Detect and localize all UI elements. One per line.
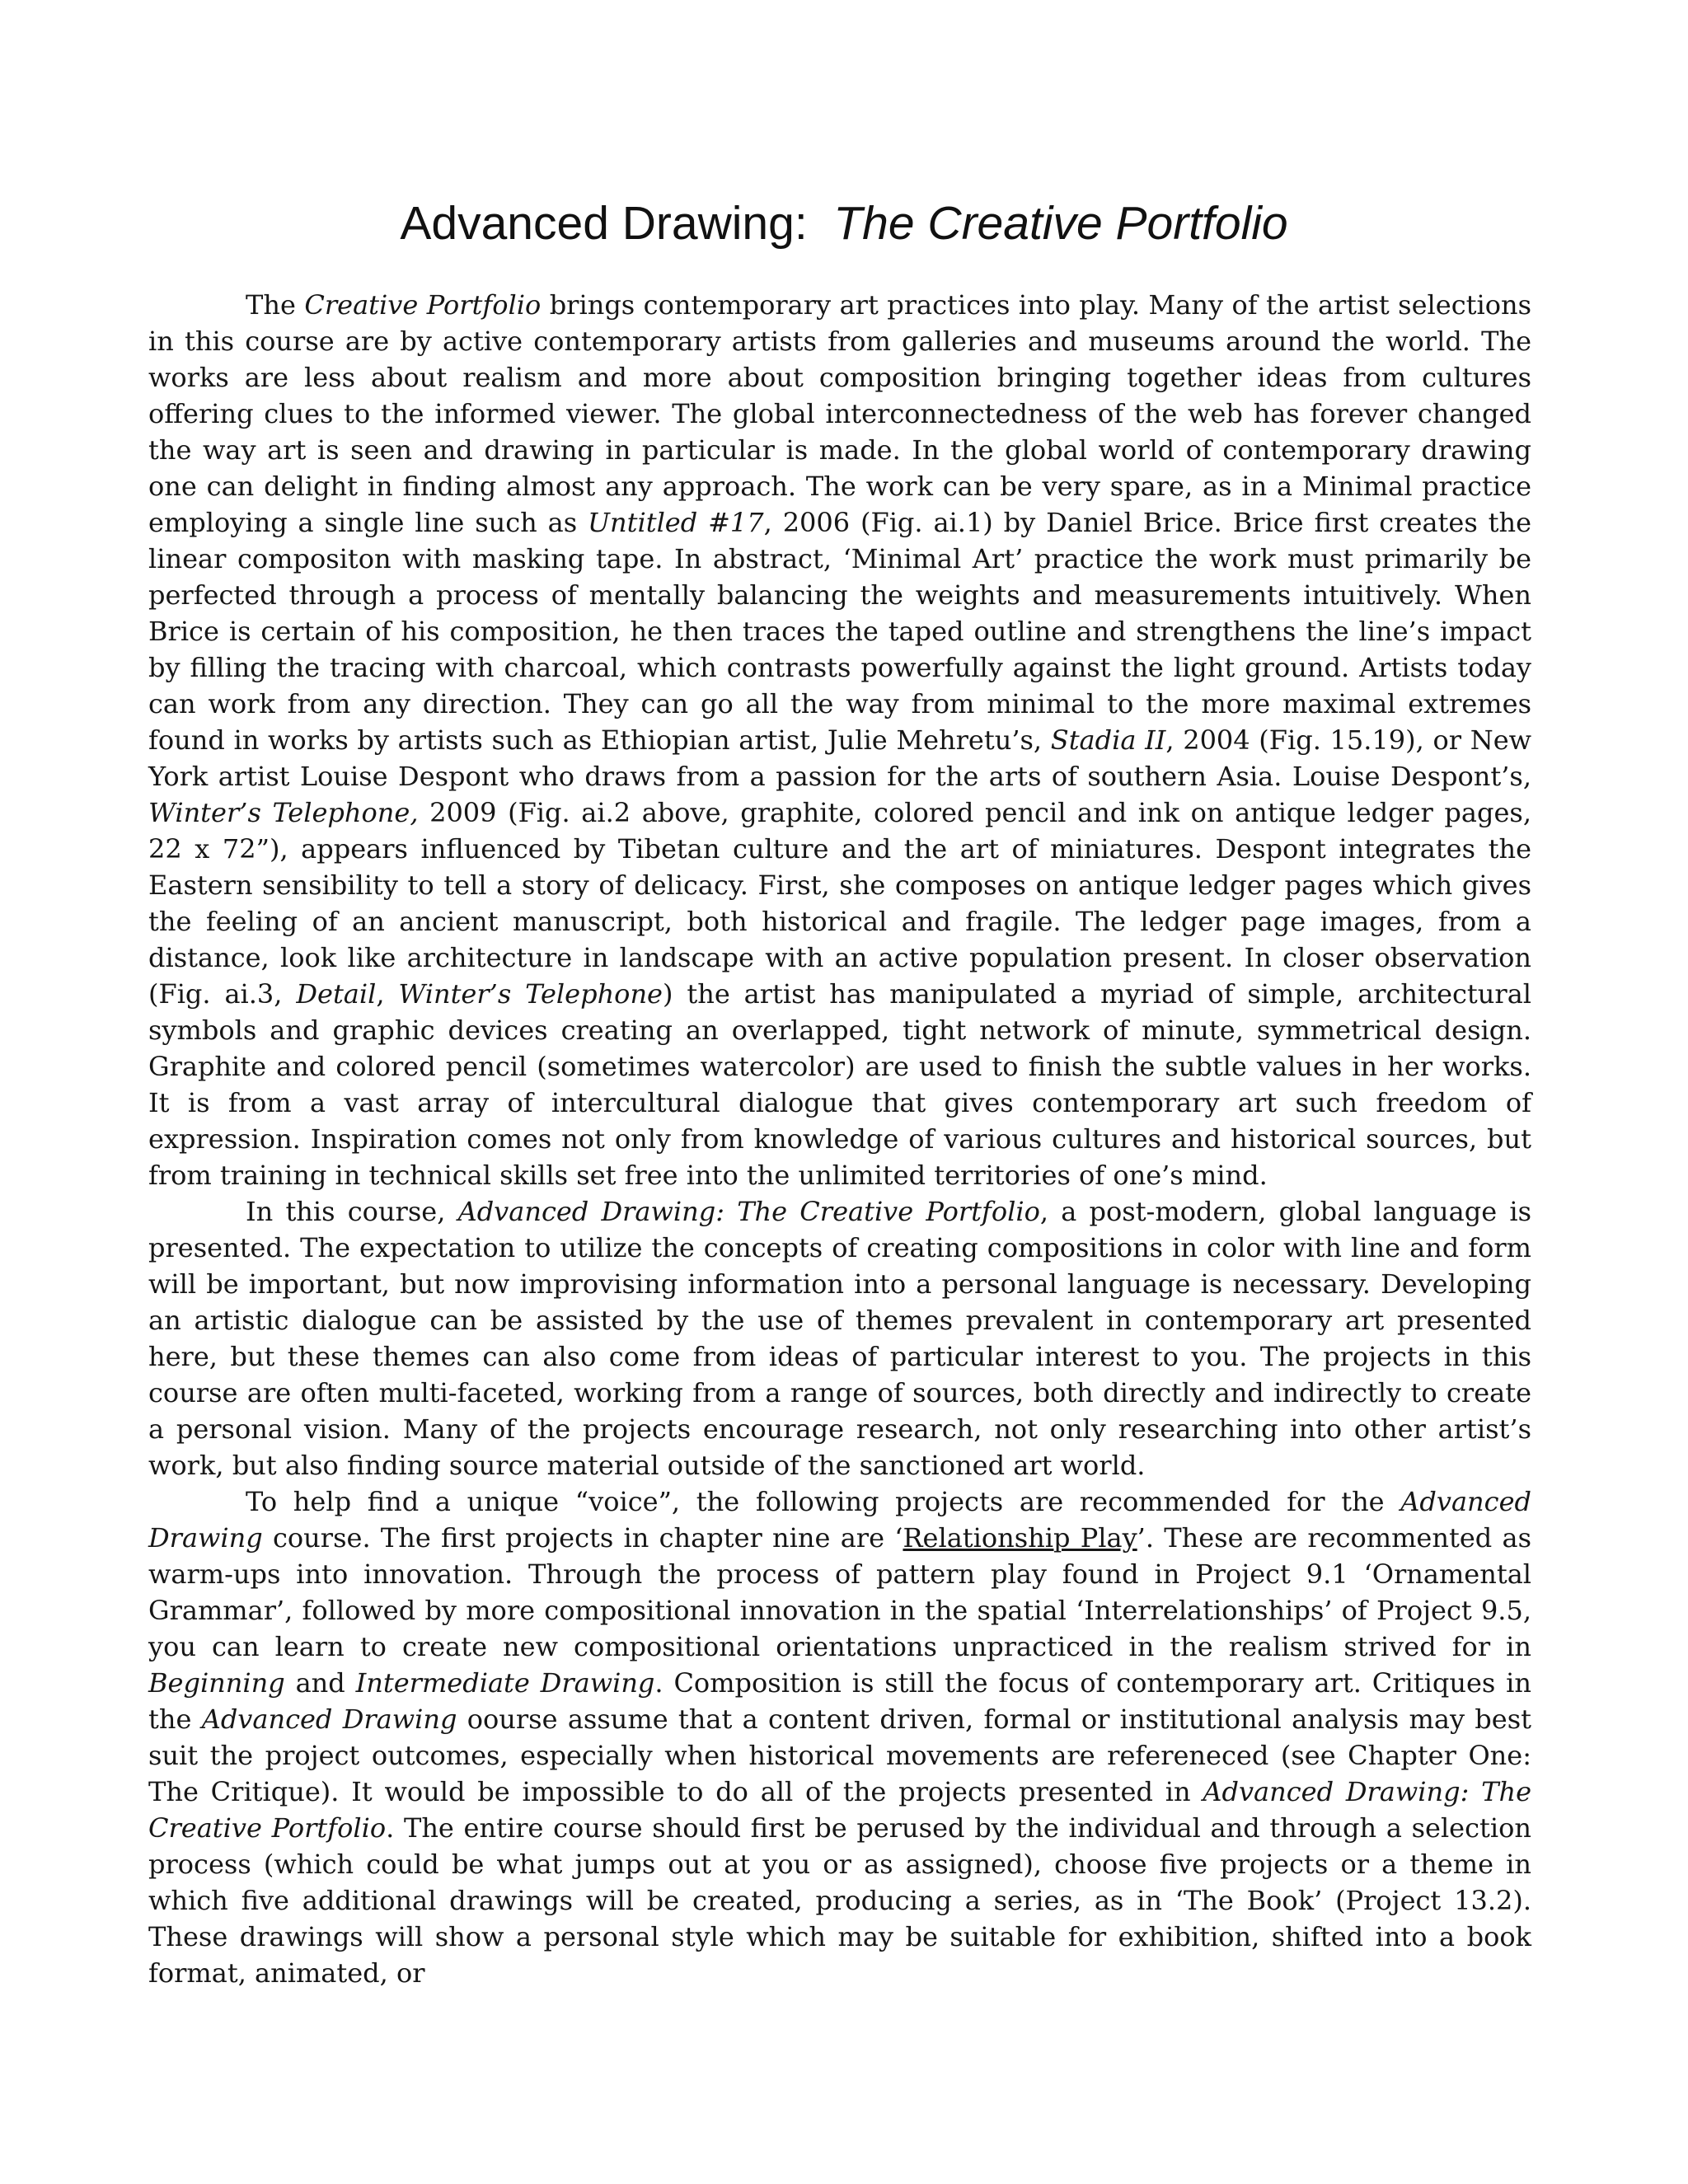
italic-text: Advanced Drawing: The Creative Portfolio [148,1776,1532,1844]
page-title [0,194,1688,252]
text-run: course. The first projects in chapter nine are ‘ [262,1522,903,1554]
text-run: . Composition is still the focus of contemporary art. Critiques in the [148,1667,1532,1735]
text-run: , a post-modern, global language is presented. The expectation to utilize the concepts of creating compositions in color with line and form will be important, but now improvising information into a personal language is necessary. Developing an artistic dialogue can be assisted by the use of themes prevalent in contemporary art presented here, but these themes can also come from ideas of particular interest to you. The projects in this course are often multi-faceted, working from a range of sources, both directly and indirectly to create a personal vision. Many of the projects encourage research, not only researching into other artist’s work, but also finding source material outside of the sanctioned art world. [148,1196,1532,1481]
body-paragraph [148,1483,1531,1991]
italic-text: Advanced Drawing [148,1486,1531,1554]
text-run: ) the artist has manipulated a myriad of simple, architectural symbols and graphic devices creating an overlapped, tight network of minute, symmetrical design. Graphite and colored pencil (sometimes watercolor) are used to finish the subtle values in her works. It is from a vast array of intercultural dialogue that gives contemporary art such freedom of expression. Inspiration comes not only from knowledge of various cultures and historical sources, but from training in technical skills set free into the unlimited territories of one’s mind. [148,978,1532,1191]
text-run: , 2004 (Fig. 15.19), or New York artist Louise Despont who draws from a passion for the arts of southern Asia. Louise Despont’s, [148,724,1532,792]
italic-text: Detail [296,978,377,1010]
text-run: In this course, [246,1196,458,1227]
body-paragraph [148,1193,1531,1483]
italic-text: Beginning [148,1667,285,1699]
text-run: brings contemporary art practices into play. Many of the artist selections in this course are by active contemporary artists from galleries and museums around the world. The works are less about realism and more about composition bringing together ideas from cultures offering clues to the informed viewer. The global interconnectedness of the web has forever changed the way art is seen and drawing in particular is made. In the global world of contemporary drawing one can delight in finding almost any approach. The work can be very spare, as in a Minimal practice employing a single line such as [148,289,1532,538]
title-main: Advanced Drawing: [400,197,808,250]
title-subtitle: The Creative Portfolio [833,197,1288,250]
italic-text: Untitled #17 [588,507,764,538]
italic-text: Advanced Drawing [201,1704,457,1735]
italic-text: Winter’s Telephone [398,978,663,1010]
italic-text: Stadia II [1050,724,1166,756]
text-run: 2009 (Fig. ai.2 above, graphite, colored pencil and ink on antique ledger pages, 22 x 72”), appears influenced by Tibetan culture and the art of miniatures. Despont integrates the Eastern sensibility to tell a story of delicacy. First, she composes on antique ledger pages which gives the feeling of an ancient manuscript, both historical and fragile. The ledger page images, from a distance, look like architecture in landscape with an active population present. In closer observation (Fig. ai.3, [148,797,1532,1010]
italic-text: Winter’s Telephone, [148,797,419,828]
text-run: and [284,1667,356,1699]
body-text [148,287,1531,1991]
text-run: , [376,978,399,1010]
text-run: . The entire course should first be perused by the individual and through a selection process (which could be what jumps out at you or as assigned), choose five projects or a theme in which five additional drawings will be created, producing a series, as in ‘The Book’ (Project 13.2). These drawings will show a personal style which may be suitable for exhibition, shifted into a book format, animated, or [148,1812,1532,1989]
underlined-text: Relationship Play [903,1522,1137,1554]
italic-text: Advanced Drawing: The Creative Portfolio [457,1196,1040,1227]
italic-text: Intermediate Drawing [355,1667,655,1699]
italic-text: Creative Portfolio [304,289,542,321]
text-run: The [246,289,305,321]
text-run: , 2006 (Fig. ai.1) by Daniel Brice. Brice first creates the linear compositon with masking tape. In abstract, ‘Minimal Art’ practice the work must primarily be perfected through a process of mentally balancing the weights and measurements intuitively. When Brice is certain of his composition, he then traces the taped outline and strengthens the line’s impact by filling the tracing with charcoal, which contrasts powerfully against the light ground. Artists today can work from any direction. They can go all the way from minimal to the more maximal extremes found in works by artists such as Ethiopian artist, Julie Mehretu’s, [148,507,1532,756]
body-paragraph [148,287,1531,1193]
text-run: ’. These are recommented as warm-ups into innovation. Through the process of pattern play found in Project 9.1 ‘Ornamental Grammar’, followed by more compositional innovation in the spatial ‘Interrelationships’ of Project 9.5, you can learn to create new compositional orientations unpracticed in the realism strived for in [148,1522,1532,1662]
text-run: To help find a unique “voice”, the following projects are recommended for the [246,1486,1401,1517]
text-run: oourse assume that a content driven, formal or institutional analysis may best suit the project outcomes, especially when historical movements are refereneced (see Chapter One: The Critique). It would be impossible to do all of the projects presented in [148,1704,1532,1807]
